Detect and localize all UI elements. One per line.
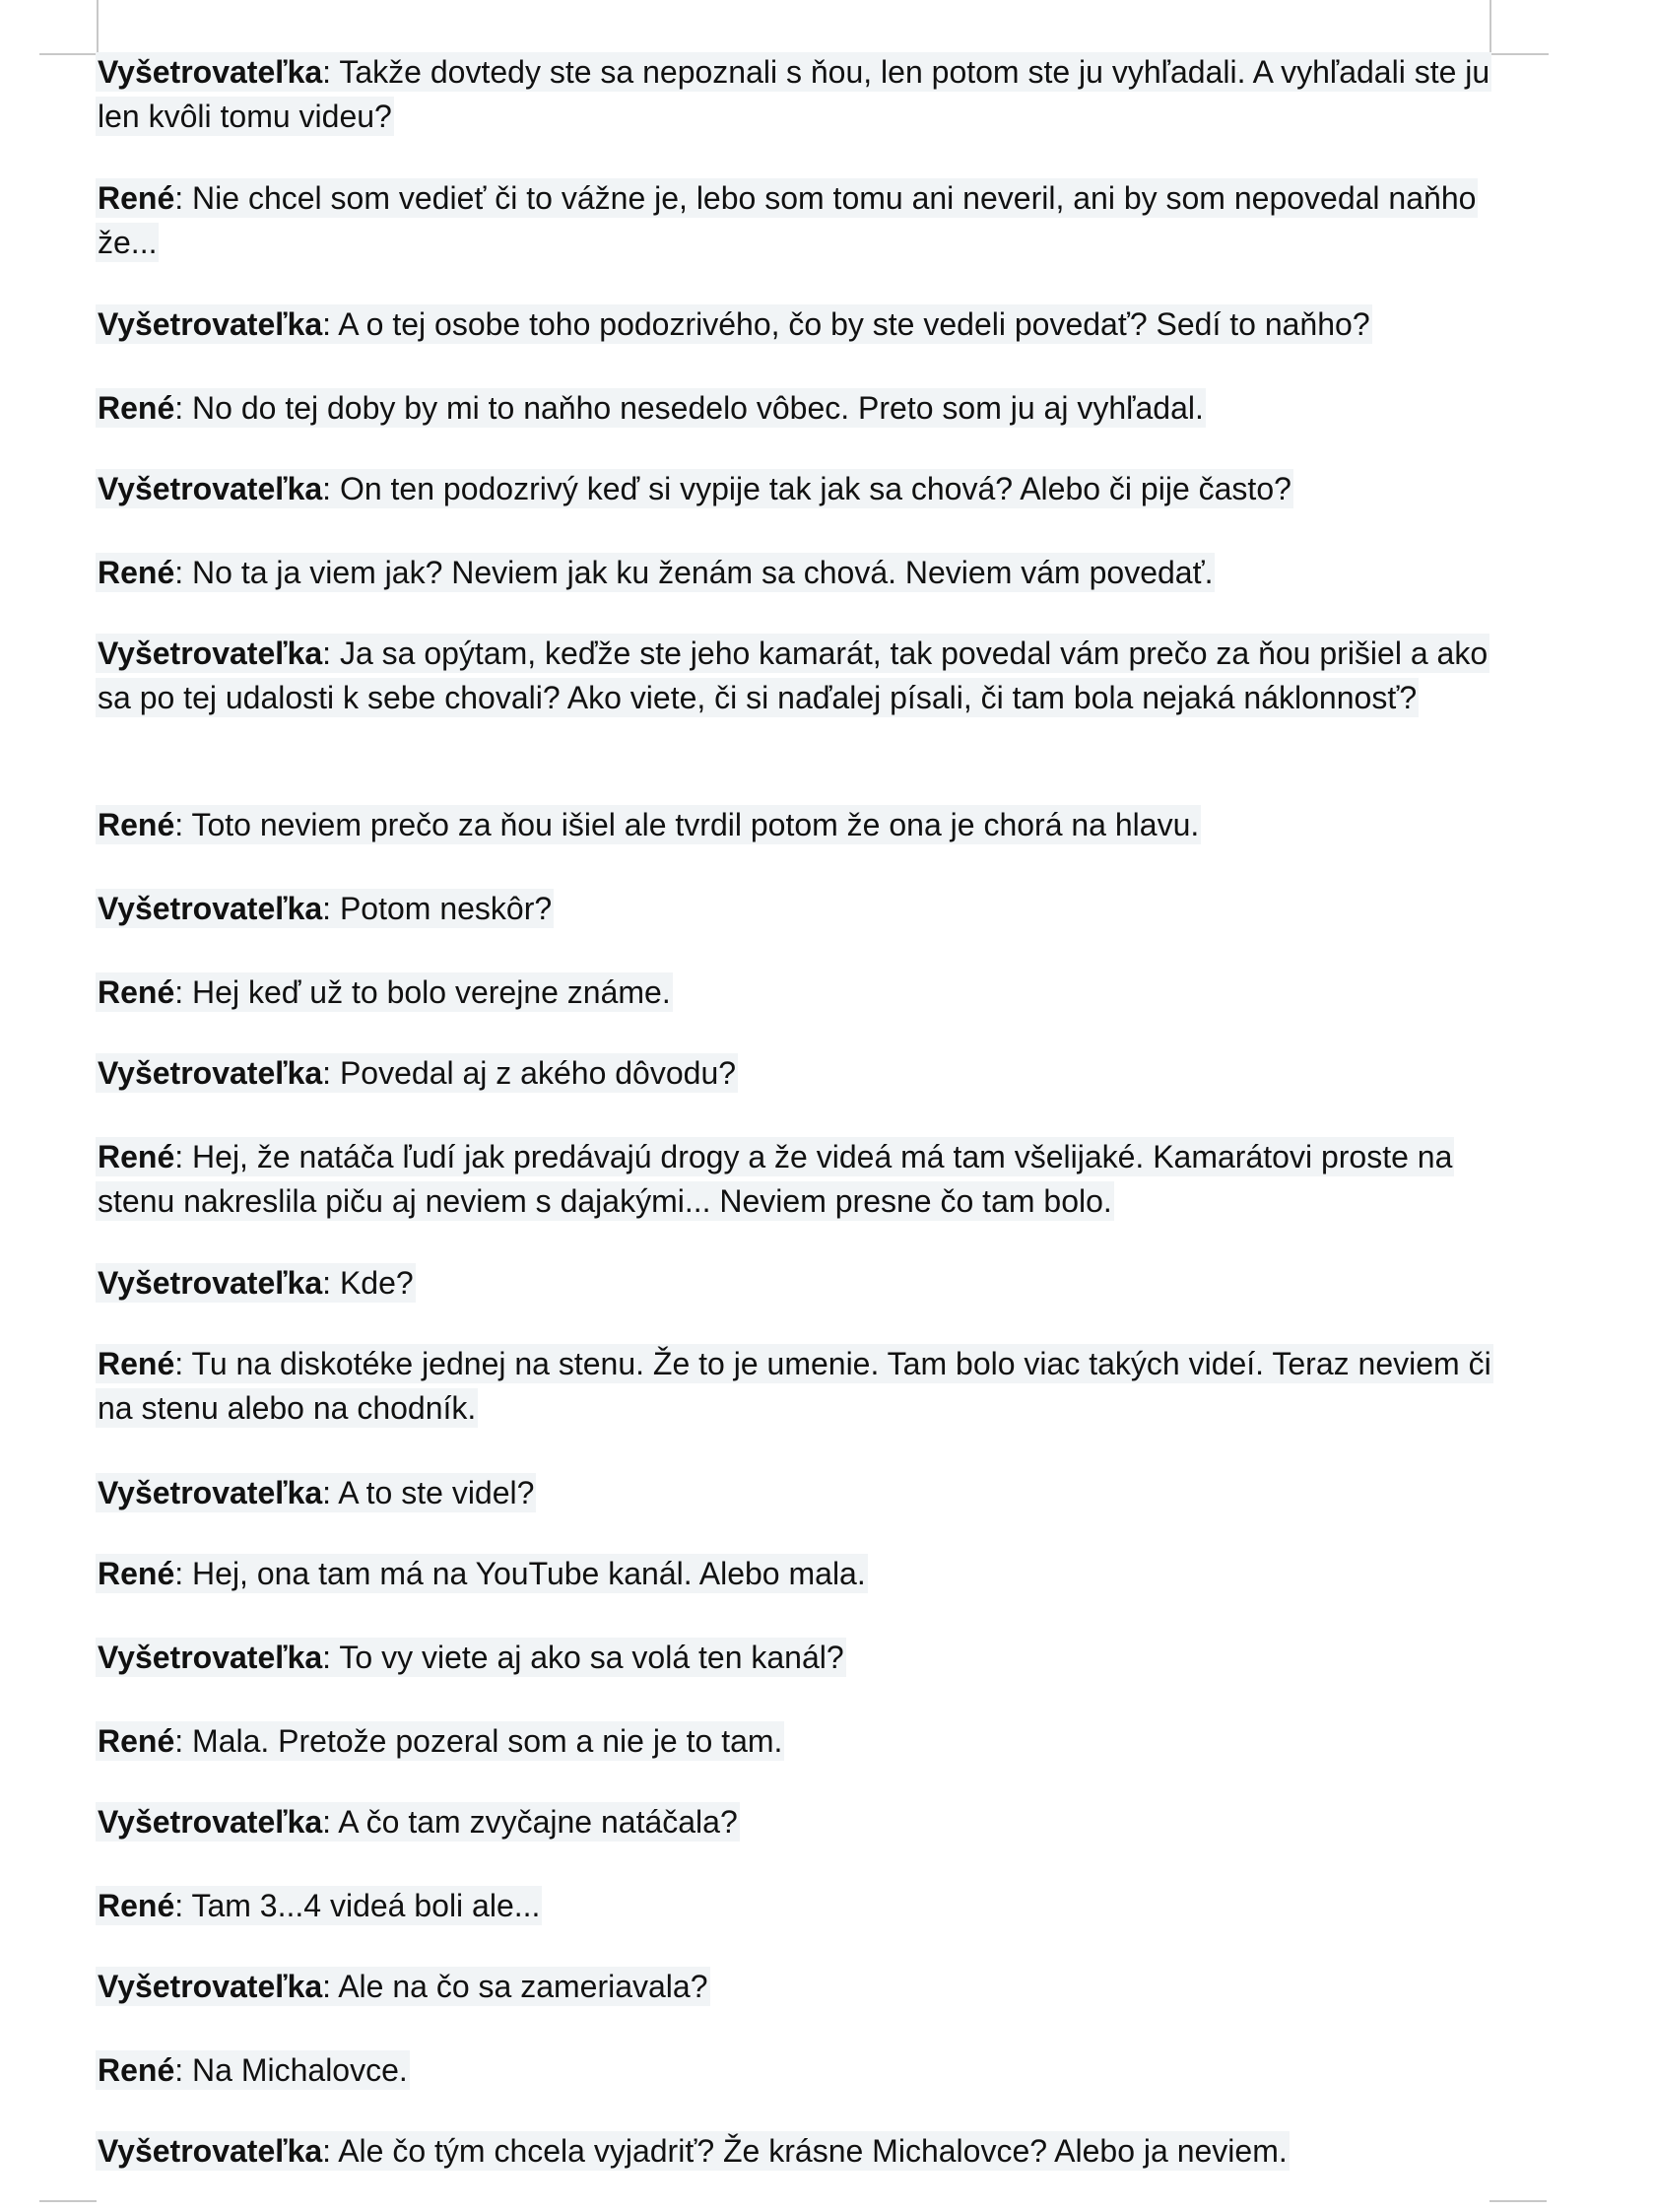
speaker-name: René [98,1346,175,1381]
turn-text: : Tam 3...4 videá boli ale... [174,1888,541,1923]
transcript-turn [96,1636,1514,1680]
transcript-turn [96,971,1514,1015]
speaker-name: Vyšetrovateľka [98,306,323,342]
speaker-name: René [98,1888,175,1923]
speaker-name: Vyšetrovateľka [98,1640,323,1675]
crop-mark-bottom-left [39,2200,97,2212]
transcript-turn [96,1342,1514,1431]
speaker-name: Vyšetrovateľka [98,471,323,506]
speaker-name: Vyšetrovateľka [98,1804,323,1840]
turn-text: : Hej, že natáča ľudí jak predávajú drogy a že videá má tam všelijaké. Kamarátovi proste na stenu nakreslila piču aj neviem s dajakými... Neviem presne čo tam bolo. [98,1139,1453,1219]
turn-text: : Potom neskôr? [322,891,553,926]
turn-text: : On ten podozrivý keď si vypije tak jak sa chová? Alebo či pije často? [322,471,1291,506]
turn-text: : Nie chcel som vedieť či to vážne je, lebo som tomu ani neveril, ani by som nepovedal naňho že... [98,180,1477,260]
turn-text: : Kde? [322,1265,414,1301]
transcript-turn [96,1552,1514,1596]
speaker-name: René [98,807,175,842]
transcript-turn [96,632,1514,720]
transcript-turn [96,1051,1514,1096]
turn-text: : To vy viete aj ako sa volá ten kanál? [322,1640,844,1675]
speaker-name: Vyšetrovateľka [98,1475,323,1510]
crop-mark-top-right [1490,0,1549,55]
turn-text: : Povedal aj z akého dôvodu? [322,1055,737,1091]
turn-text: : Tu na diskotéke jednej na stenu. Že to je umenie. Tam bolo viac takých videí. Teraz neviem či na stenu alebo na chodník. [98,1346,1491,1426]
transcript-turn [96,1471,1514,1515]
transcript-turn [96,1800,1514,1844]
turn-text: : Ja sa opýtam, keďže ste jeho kamarát, tak povedal vám prečo za ňou prišiel a ako sa po tej udalosti k sebe chovali? Ako viete, či si naďalej písali, či tam bola nejaká náklonnosť? [98,636,1489,715]
crop-mark-bottom-right [1490,2200,1547,2212]
transcript-turn [96,1884,1514,1928]
speaker-name: Vyšetrovateľka [98,1265,323,1301]
speaker-name: Vyšetrovateľka [98,2133,323,2169]
speaker-name: René [98,1723,175,1759]
turn-text: : Na Michalovce. [174,2052,408,2088]
transcript-turn [96,551,1514,595]
turn-text: : No do tej doby by mi to naňho nesedelo vôbec. Preto som ju aj vyhľadal. [174,390,1204,426]
turn-text: : Hej keď už to bolo verejne známe. [174,974,671,1010]
speaker-name: René [98,974,175,1010]
transcript-turn [96,1719,1514,1764]
turn-text: : Takže dovtedy ste sa nepoznali s ňou, len potom ste ju vyhľadali. A vyhľadali ste ju len kvôli tomu videu? [98,54,1490,134]
speaker-name: René [98,1556,175,1591]
transcript-turn [96,2129,1514,2174]
turn-text: : No ta ja viem jak? Neviem jak ku ženám sa chová. Neviem vám povedať. [174,555,1214,590]
turn-text: : A čo tam zvyčajne natáčala? [322,1804,738,1840]
speaker-name: Vyšetrovateľka [98,636,323,671]
turn-text: : Ale čo tým chcela vyjadriť? Že krásne Michalovce? Alebo ja neviem. [322,2133,1288,2169]
speaker-name: René [98,2052,175,2088]
speaker-name: René [98,390,175,426]
transcript-turn [96,1261,1514,1306]
turn-text: : Mala. Pretože pozeral som a nie je to tam. [174,1723,783,1759]
speaker-name: Vyšetrovateľka [98,891,323,926]
speaker-name: Vyšetrovateľka [98,1055,323,1091]
transcript-turn [96,2048,1514,2093]
transcript-turn [96,176,1514,265]
transcript-turn [96,467,1514,511]
transcript-turn [96,1135,1514,1224]
transcript-turn [96,887,1514,931]
transcript-turn [96,302,1514,347]
turn-text: : Hej, ona tam má na YouTube kanál. Alebo mala. [174,1556,866,1591]
crop-mark-top-left [39,0,99,55]
transcript-turn [96,386,1514,431]
turn-text: : Ale na čo sa zameriavala? [322,1969,708,2004]
turn-text: : A o tej osobe toho podozrivého, čo by ste vedeli povedať? Sedí to naňho? [322,306,1370,342]
speaker-name: René [98,180,175,216]
turn-text: : A to ste videl? [322,1475,535,1510]
speaker-name: René [98,1139,175,1174]
speaker-name: Vyšetrovateľka [98,1969,323,2004]
transcript-turn [96,1965,1514,2009]
transcript-turn [96,803,1514,847]
turn-text: : Toto neviem prečo za ňou išiel ale tvrdil potom že ona je chorá na hlavu. [174,807,1200,842]
transcript-turn [96,50,1514,139]
speaker-name: Vyšetrovateľka [98,54,323,90]
speaker-name: René [98,555,175,590]
